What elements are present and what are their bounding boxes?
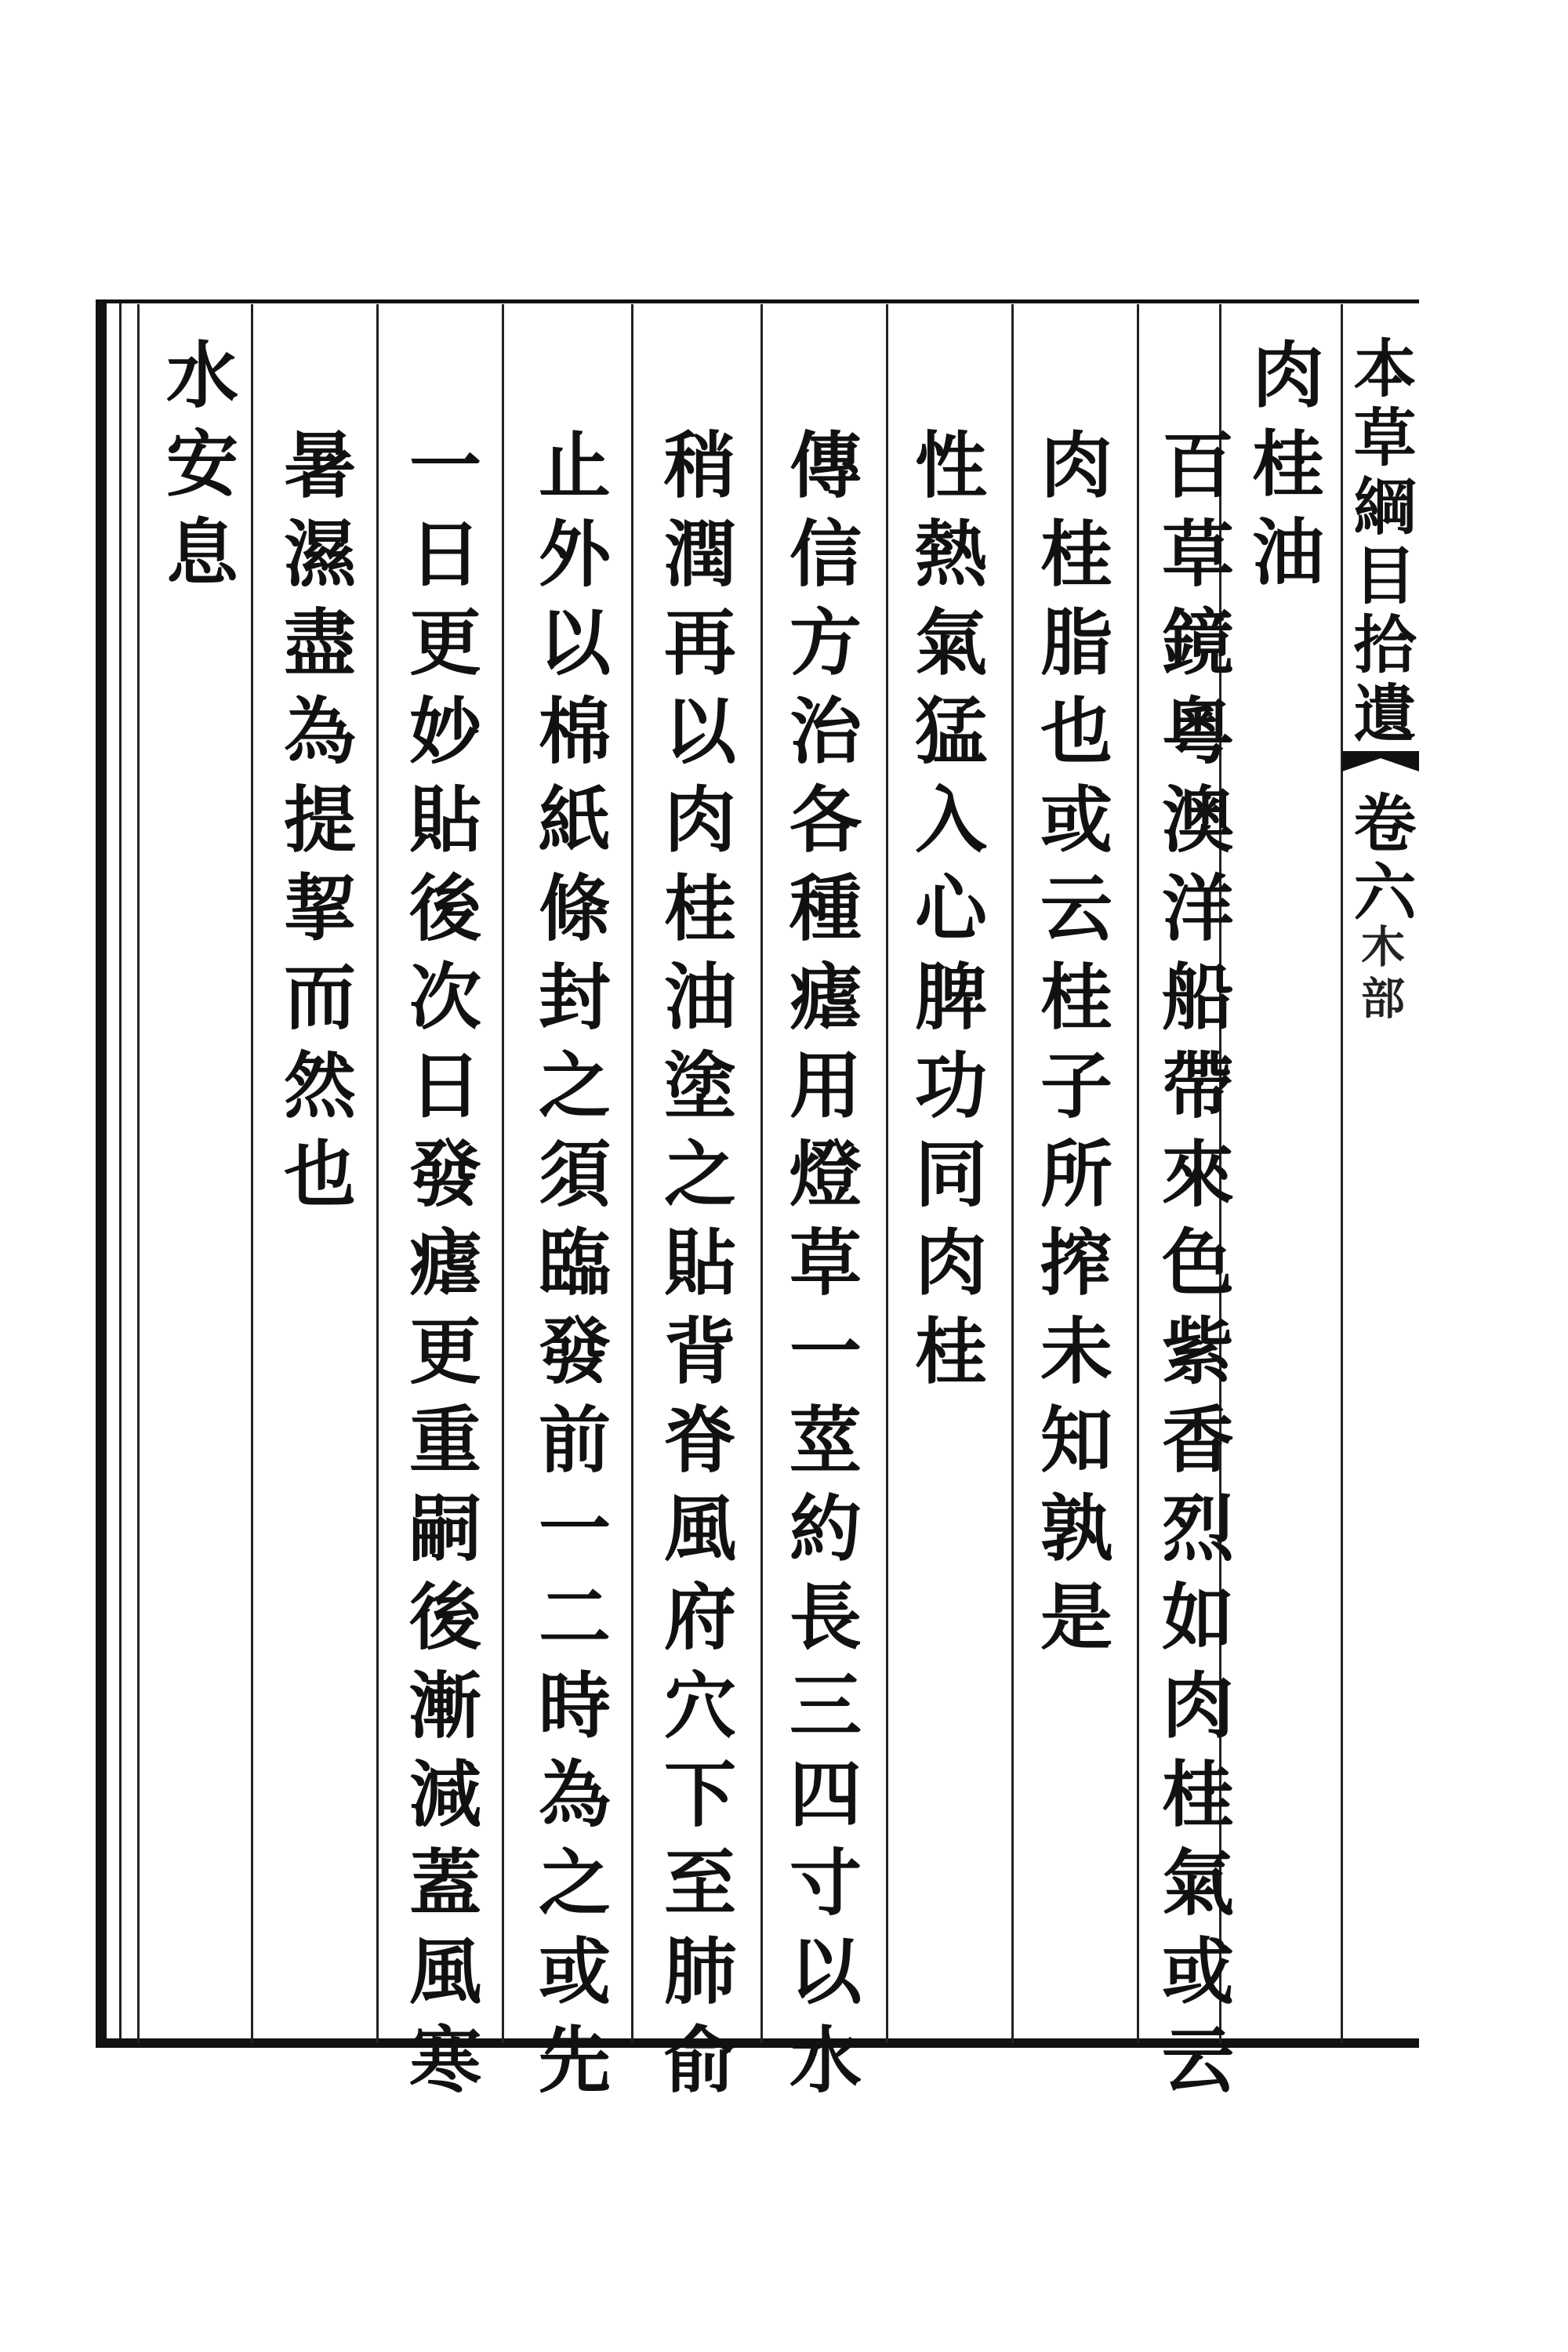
column-rule bbox=[1011, 304, 1014, 2043]
column-rule bbox=[251, 304, 253, 2043]
text-column: 傳信方治各種瘧用燈草一莖約長三四寸以水 bbox=[778, 427, 862, 2111]
column-rule bbox=[886, 304, 888, 2043]
chapter-label: 卷六 bbox=[1343, 790, 1417, 928]
text-column: 百草鏡粵澳洋船帶來色紫香烈如肉桂氣或云 bbox=[1150, 427, 1235, 2111]
book-title: 本草綱目拾遺 bbox=[1343, 336, 1417, 750]
text-column: 暑濕盡為提挈而然也 bbox=[272, 427, 357, 1225]
text-column: 一日更妙貼後次日發瘧更重嗣後漸減蓋風寒 bbox=[397, 427, 482, 2111]
column-rule bbox=[1137, 304, 1139, 2043]
text-column: 止外以棉紙條封之須臨發前一二時為之或先 bbox=[527, 427, 612, 2111]
section-label: 木部 bbox=[1354, 924, 1406, 1027]
column-rule bbox=[631, 304, 633, 2043]
column-rule bbox=[137, 304, 140, 2043]
entry-heading: 肉桂油 bbox=[1240, 337, 1325, 603]
column-rule bbox=[376, 304, 379, 2043]
column-rule bbox=[760, 304, 763, 2043]
column-rule bbox=[502, 304, 504, 2043]
entry-heading: 水安息 bbox=[154, 337, 239, 603]
fish-tail-mark bbox=[1342, 751, 1419, 771]
page-banner bbox=[1342, 304, 1419, 2043]
text-column: 稍潤再以肉桂油塗之貼背脊風府穴下至肺俞 bbox=[652, 427, 737, 2111]
text-column: 肉桂脂也或云桂子所搾未知孰是 bbox=[1029, 427, 1113, 1668]
text-column: 性熱氣猛入心脾功同肉桂 bbox=[903, 427, 988, 1402]
